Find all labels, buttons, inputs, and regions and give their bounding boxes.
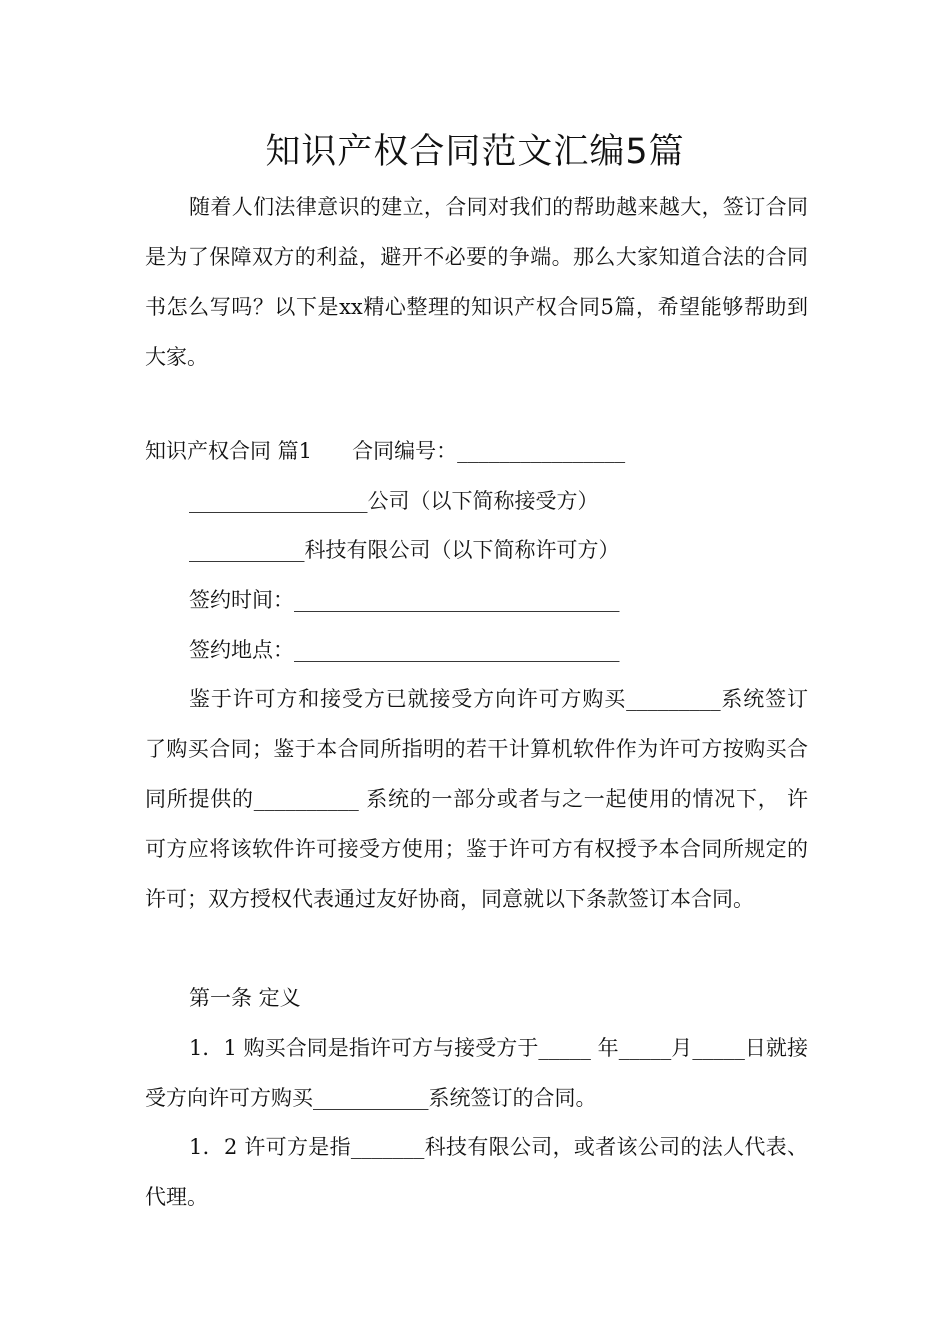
article-1-title: 第一条 定义	[189, 986, 301, 1010]
intro-paragraph: 随着人们法律意识的建立，合同对我们的帮助越来越大，签订合同是为了保障双方的利益，避开不必要的争端。那么大家知道合法的合同书怎么写吗？以下是xx精心整理的知识产权合同5篇，希望能够帮助到大家。	[145, 195, 808, 369]
licensor-line: ___________科技有限公司（以下简称许可方）	[189, 538, 620, 562]
licensee-line: _________________公司（以下简称接受方）	[189, 489, 599, 513]
sign-place-line: 签约地点：_______________________________	[189, 638, 620, 662]
sign-time-line: 签约时间：_______________________________	[189, 588, 620, 612]
document-title: 知识产权合同范文汇编5篇	[265, 132, 685, 172]
clause-1-1: 1．1 购买合同是指许可方与接受方于_____ 年_____月_____日就接受方向许可方购买___________系统签订的合同。	[145, 1036, 808, 1110]
recital-paragraph: 鉴于许可方和接受方已就接受方向许可方购买_________系统签订了购买合同；鉴于本合同所指明的若干计算机软件作为许可方按购买合同所提供的__________ 系统的一部分或者与之一起使用的情况下， 许可方应将该软件许可接受方使用；鉴于许可方有权授予本合同所规定的许可；双方授权代表通过友好协商，同意就以下条款签订本合同。	[145, 687, 808, 911]
clause-1-2: 1．2 许可方是指_______科技有限公司，或者该公司的法人代表、代理。	[145, 1135, 808, 1209]
contract-heading: 知识产权合同 篇1 合同编号：________________	[145, 439, 626, 463]
